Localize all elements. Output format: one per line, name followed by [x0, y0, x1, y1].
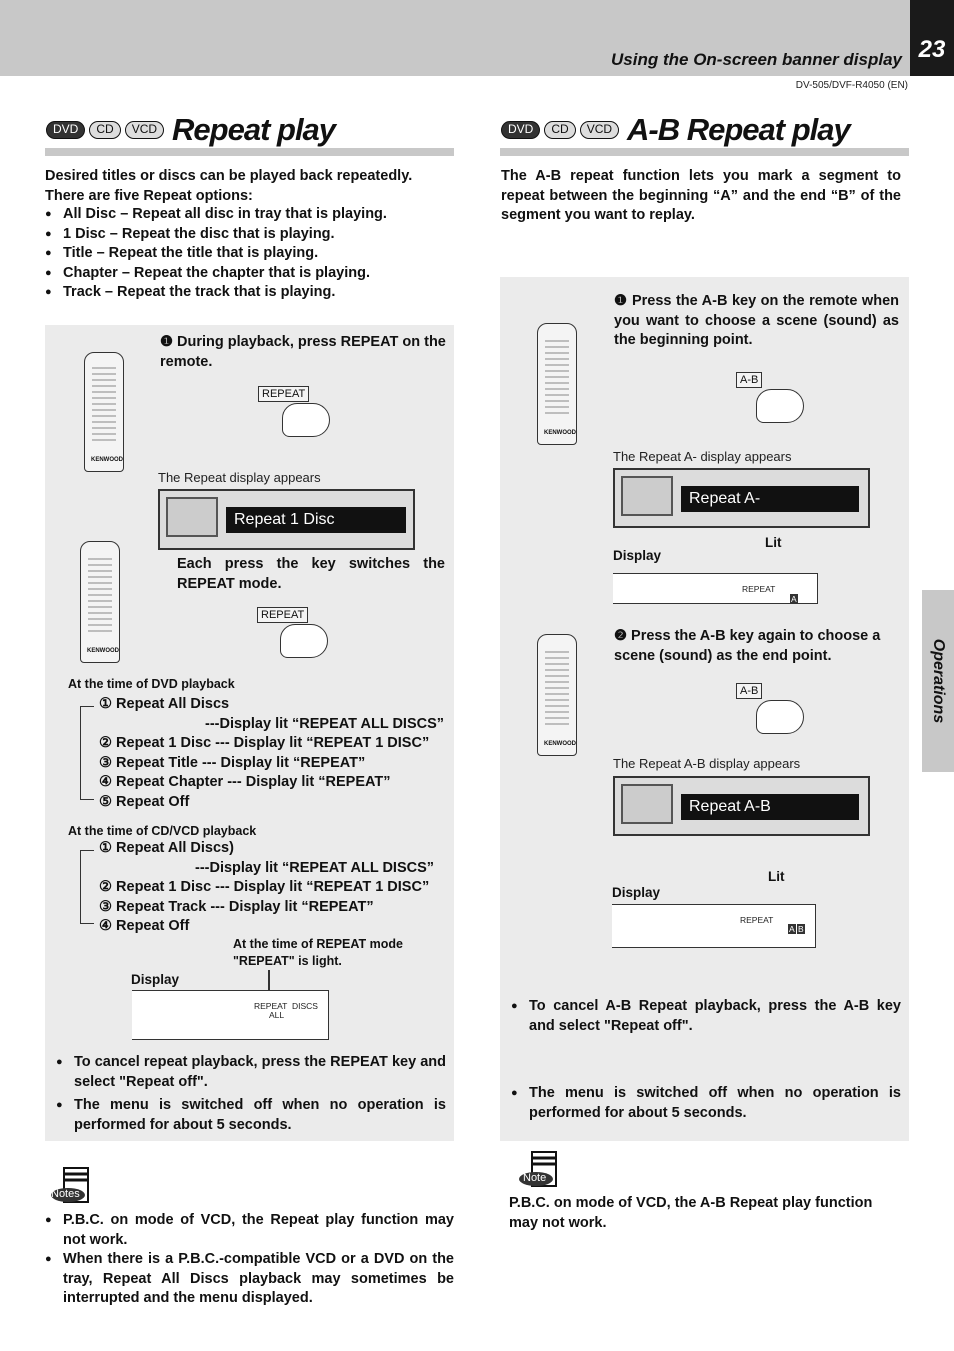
lit-label: Lit — [768, 869, 785, 884]
display-label: Display — [612, 885, 661, 900]
repeat-play-title-row — [46, 112, 335, 148]
remote-illustration: KENWOOD — [84, 352, 124, 472]
repeat-key-label: REPEAT — [257, 607, 308, 623]
list-item: ④ Repeat Chapter --- Display lit “REPEAT” — [99, 774, 391, 790]
list-item: ---Display lit “REPEAT ALL DISCS” — [205, 715, 445, 732]
page-title: A-B Repeat play — [627, 112, 850, 147]
cancel-notes — [511, 997, 901, 1123]
repeat-key-label: REPEAT — [258, 386, 309, 402]
step-2: ❷ Press the A-B key again to choose a scene (sound) as the end point. — [614, 628, 881, 664]
remote-illustration: KENWOOD — [80, 541, 120, 663]
display-caption: The Repeat display appears — [158, 470, 321, 485]
note-icon: Note — [518, 1150, 558, 1192]
list-item: ● The menu is switched off when no operation is performed for about 5 seconds. — [511, 1084, 901, 1123]
cd-modes-list — [99, 839, 459, 937]
display-all-text: ALL — [269, 1010, 285, 1020]
step-1: ❶ During playback, press REPEAT on the remote. — [160, 334, 446, 370]
intro-text: The A-B repeat function lets you mark a segment to repeat between the beginning “A” and the end “B” of the segment you want to replay. — [501, 168, 901, 223]
display-repeat-text: REPEAT — [742, 584, 776, 594]
list-item: ① Repeat All Discs — [99, 696, 230, 712]
model-number: DV-505/DVF-R4050 (EN) — [795, 80, 908, 91]
list-item: ③ Repeat Title --- Display lit “REPEAT” — [99, 754, 366, 771]
repeat-a-screen — [613, 468, 870, 528]
list-item: ● To cancel repeat playback, press the REPEAT key and select "Repeat off". — [56, 1053, 446, 1092]
note-text: P.B.C. on mode of VCD, the A-B Repeat play function may not work. — [509, 1195, 873, 1231]
list-item: ---Display lit “REPEAT ALL DISCS” — [195, 859, 435, 876]
list-item: ● 1 Disc – Repeat the disc that is playing. — [45, 225, 455, 245]
page-title: Repeat play — [172, 112, 336, 147]
mode-cycle-bracket — [80, 850, 94, 924]
dvd-modes-list — [99, 695, 459, 812]
hand-pressing-icon — [282, 403, 330, 437]
repeat-options-list — [45, 205, 455, 303]
front-display — [132, 990, 329, 1040]
display-b-segment: B — [798, 924, 804, 934]
hand-pressing-icon — [756, 389, 804, 423]
list-item: ② Repeat 1 Disc --- Display lit “REPEAT 1 DISC” — [99, 879, 430, 895]
list-item: ③ Repeat Track --- Display lit “REPEAT” — [99, 898, 374, 915]
lit-label: Lit — [765, 535, 782, 550]
section-header: Using the On-screen banner display — [611, 50, 902, 69]
display-repeat-text: REPEAT — [740, 915, 774, 925]
cd-badge: CD — [89, 121, 120, 139]
display-caption: The Repeat A-B display appears — [613, 756, 801, 771]
each-press-text: Each press the key switches the REPEAT mode. — [177, 556, 445, 592]
title-rule — [45, 148, 454, 156]
dvd-heading: At the time of DVD playback — [68, 677, 235, 691]
list-item: ● Track – Repeat the track that is playing. — [45, 283, 455, 303]
screen-text: Repeat A-B — [681, 794, 859, 820]
display-repeat-text: REPEAT — [254, 1001, 288, 1011]
list-item: ● When there is a P.B.C.-compatible VCD or a DVD on the tray, Repeat All Discs playback may sometimes be interrupted and the menu displayed. — [45, 1250, 454, 1309]
display-label: Display — [131, 972, 180, 987]
notes-icon: Notes — [50, 1166, 90, 1208]
cd-heading: At the time of CD/VCD playback — [68, 824, 257, 838]
list-item: ● The menu is switched off when no operation is performed for about 5 seconds. — [56, 1096, 446, 1135]
front-display — [612, 904, 816, 948]
list-item: ② Repeat 1 Disc --- Display lit “REPEAT 1 DISC” — [99, 735, 430, 751]
display-a-segment: A — [789, 924, 795, 934]
list-item: ● All Disc – Repeat all disc in tray that is playing. — [45, 205, 455, 225]
dvd-badge: DVD — [501, 121, 540, 139]
cd-badge: CD — [544, 121, 575, 139]
title-rule — [500, 148, 909, 156]
vcd-badge: VCD — [125, 121, 164, 139]
dvd-badge: DVD — [46, 121, 85, 139]
page-number: 23 — [910, 0, 954, 76]
remote-illustration: KENWOOD — [537, 323, 577, 445]
list-item: ● Chapter – Repeat the chapter that is playing. — [45, 264, 455, 284]
list-item: ① Repeat All Discs) — [99, 840, 234, 856]
list-item: ● P.B.C. on mode of VCD, the Repeat play function may not work. — [45, 1211, 454, 1250]
disc-icon — [621, 784, 673, 824]
display-label: Display — [613, 548, 662, 563]
disc-icon — [166, 497, 218, 537]
notes-list — [45, 1211, 454, 1309]
list-item: ● To cancel A-B Repeat playback, press the A-B key and select "Repeat off". — [511, 997, 901, 1036]
mode-note: At the time of REPEAT mode "REPEAT" is light. — [233, 937, 403, 968]
step-1: ❶ Press the A-B key on the remote when you want to choose a scene (sound) as the beginning point. — [614, 293, 899, 348]
screen-text: Repeat 1 Disc — [226, 507, 406, 533]
cancel-notes — [56, 1053, 446, 1135]
disc-icon — [621, 476, 673, 516]
display-caption: The Repeat A- display appears — [613, 449, 792, 464]
ab-key-label: A-B — [736, 683, 762, 699]
hand-pressing-icon — [756, 700, 804, 734]
display-a-segment: A — [791, 594, 797, 604]
vcd-badge: VCD — [580, 121, 619, 139]
mode-cycle-bracket — [80, 706, 94, 800]
screen-text: Repeat A- — [681, 486, 859, 512]
list-item: ④ Repeat Off — [99, 918, 190, 934]
list-item: ● Title – Repeat the title that is playing. — [45, 244, 455, 264]
ab-key-label: A-B — [736, 372, 762, 388]
repeat-ab-screen — [613, 776, 870, 836]
hand-pressing-icon — [280, 624, 328, 658]
intro-text: Desired titles or discs can be played back repeatedly. There are five Repeat options: — [45, 168, 413, 204]
remote-illustration: KENWOOD — [537, 634, 577, 756]
list-item: ⑤ Repeat Off — [99, 793, 190, 810]
repeat-screen — [158, 489, 415, 550]
front-display — [613, 573, 818, 604]
display-discs-text: DISCS — [292, 1001, 318, 1011]
ab-repeat-title-row — [501, 112, 850, 148]
side-tab-operations: Operations — [922, 590, 954, 772]
